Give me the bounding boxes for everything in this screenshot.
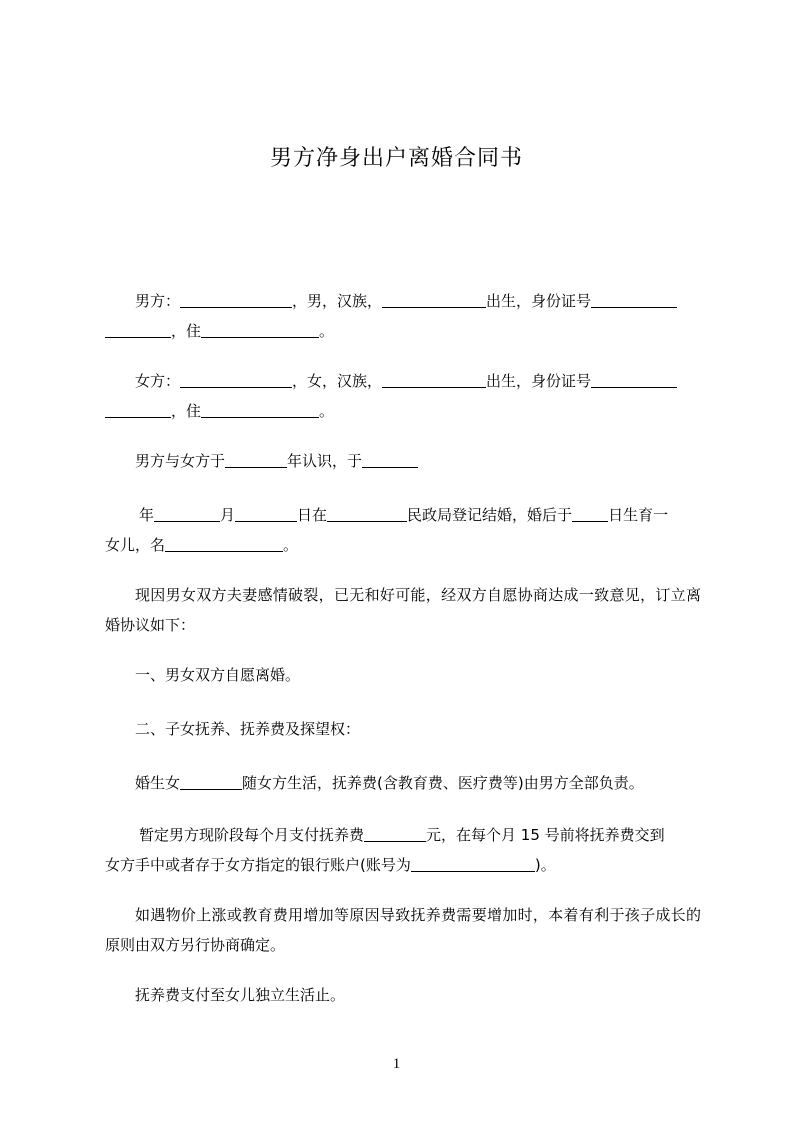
marriage-month: 月 — [220, 506, 236, 524]
marriage-year: 年 — [139, 506, 155, 524]
man-live-text: ，住 — [171, 322, 202, 340]
woman-label: 女方： — [135, 372, 181, 390]
man-birth-text: 出生，身份证号 — [486, 292, 592, 310]
page-number: 1 — [392, 1056, 401, 1072]
paragraph-reason: 现因男女双方夫妻感情破裂，已无和好可能，经双方自愿协商达成一致意见，订立离婚协议如下： — [105, 586, 701, 634]
article-2: 二、子女抚养、抚养费及探望权： — [135, 720, 361, 738]
girl-name-blank — [165, 535, 283, 552]
marriage-month-blank — [154, 505, 220, 522]
man-name-blank — [180, 291, 292, 308]
woman-id-blank-cont — [105, 401, 171, 418]
man-end: 。 — [319, 322, 335, 340]
meet-text-1: 男方与女方于 — [135, 452, 226, 470]
girl-name-label: 女儿，名 — [105, 536, 166, 554]
meet-text-2: 年认识，于 — [287, 452, 363, 470]
woman-live-text: ，住 — [171, 402, 202, 420]
support-account-blank — [411, 855, 535, 872]
girl-name-end: 。 — [283, 536, 299, 554]
paragraph-support — [105, 820, 701, 880]
child-name-blank — [180, 773, 242, 790]
man-address-blank — [201, 321, 319, 338]
support-text-3: 女方手中或者存于女方指定的银行账户(账号为 — [105, 856, 411, 874]
woman-gender-text: ，女，汉族， — [292, 372, 383, 390]
support-text-1: 暂定男方现阶段每个月支付抚养费 — [139, 826, 365, 844]
marriage-day-blank — [235, 505, 297, 522]
paragraph-until: 抚养费支付至女儿独立生活止。 — [135, 986, 346, 1004]
child-text-2: 随女方生活，抚养费(含教育费、医疗费等)由男方全部负责。 — [242, 774, 644, 792]
woman-end: 。 — [319, 402, 335, 420]
paragraph-increase: 如遇物价上涨或教育费用增加等原因导致抚养费需要增加时，本着有利于孩子成长的原则由双方另行协商确定。 — [105, 906, 701, 954]
child-birth-day-blank — [572, 505, 608, 522]
man-birth-blank — [382, 291, 486, 308]
child-text-1: 婚生女 — [135, 774, 181, 792]
document-title: 男方净身出户离婚合同书 — [269, 146, 523, 171]
support-amount-blank — [364, 825, 426, 842]
support-text-4: )。 — [534, 856, 556, 874]
paragraph-meet — [105, 446, 701, 476]
paragraph-child — [105, 768, 701, 798]
paragraph-man-info — [105, 286, 701, 346]
article-1: 一、男女双方自愿离婚。 — [135, 666, 301, 684]
meet-year-blank — [225, 451, 287, 468]
marriage-day-at: 日在 — [297, 506, 328, 524]
woman-id-blank — [591, 371, 677, 388]
woman-birth-blank — [382, 371, 486, 388]
marriage-birth-girl: 日生育一 — [608, 506, 669, 524]
paragraph-marriage — [105, 500, 701, 560]
marriage-bureau-blank — [327, 505, 407, 522]
woman-address-blank — [201, 401, 319, 418]
man-id-blank — [591, 291, 677, 308]
woman-birth-text: 出生，身份证号 — [486, 372, 592, 390]
woman-name-blank — [180, 371, 292, 388]
man-id-blank-cont — [105, 321, 171, 338]
marriage-bureau-text: 民政局登记结婚，婚后于 — [407, 506, 573, 524]
meet-blank-2 — [362, 451, 418, 468]
man-gender-text: ，男，汉族， — [292, 292, 383, 310]
support-text-2: 元，在每个月 15 号前将抚养费交到 — [426, 826, 665, 844]
man-label: 男方： — [135, 292, 181, 310]
paragraph-woman-info — [105, 366, 701, 426]
